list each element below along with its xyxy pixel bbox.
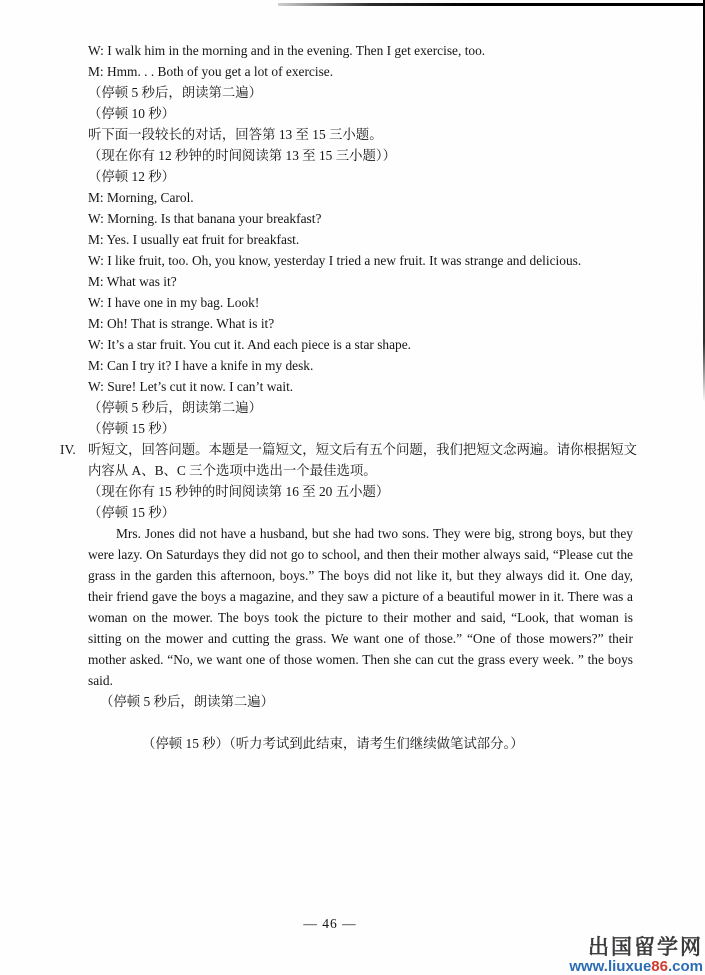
closing-note: （停顿 15 秒）（听力考试到此结束，请考生们继续做笔试部分。） bbox=[142, 736, 524, 751]
stage-direction: （停顿 12 秒） bbox=[88, 169, 176, 184]
watermark-url-prefix: www.liuxue bbox=[569, 958, 652, 975]
scan-artifact-top-line bbox=[278, 3, 705, 6]
transcript-line: M: What was it? bbox=[88, 274, 177, 289]
transcript-line: W: I walk him in the morning and in the evening. Then I get exercise, too. bbox=[88, 43, 486, 58]
stage-direction: （停顿 5 秒后，朗读第二遍） bbox=[88, 400, 263, 415]
stage-direction: （停顿 5 秒后，朗读第二遍） bbox=[88, 85, 263, 100]
section-iv-text-line1: 听短文，回答问题。本题是一篇短文，短文后有五个问题，我们把短文念两遍。请你根据短文 bbox=[88, 442, 638, 457]
transcript-line: M: Hmm. . . Both of you get a lot of exercise. bbox=[88, 64, 334, 79]
stage-direction: （现在你有 12 秒钟的时间阅读第 13 至 15 三小题）） bbox=[88, 148, 396, 163]
watermark-site-url bbox=[569, 959, 703, 974]
transcript-line: W: Sure! Let’s cut it now. I can’t wait. bbox=[88, 379, 294, 394]
repeat-note: （停顿 5 秒后，朗读第二遍） bbox=[100, 694, 275, 709]
listening-passage: Mrs. Jones did not have a husband, but she had two sons. They were big, strong boys, but they were lazy. On Saturdays they did not go to school, and then their mother always said, “Please cut the grass in the garden this afternoon, boys.” The boys did not like it, but they always did it. One day, their friend gave the boys a magazine, and they saw a picture of a beautiful mower in it. There was a woman on the mower. The boys took the picture to their mother and said, “Look, that woman is sitting on the mower and cutting the grass. We want one of those.” “One of those mowers?” their mother asked. “No, we want one of those women. Then she can cut the grass every week. ” the boys said. bbox=[88, 526, 633, 688]
reading-time-note: （现在你有 15 秒钟的时间阅读第 16 至 20 五小题） bbox=[88, 484, 390, 499]
transcript-line: W: Morning. Is that banana your breakfast? bbox=[88, 211, 322, 226]
stage-direction: （停顿 10 秒） bbox=[88, 106, 176, 121]
transcript-line: M: Morning, Carol. bbox=[88, 190, 194, 205]
section-iv-heading bbox=[60, 439, 638, 460]
section-iv-numeral: IV. bbox=[60, 442, 76, 457]
transcript-line: W: I have one in my bag. Look! bbox=[88, 295, 260, 310]
transcript-line: W: I like fruit, too. Oh, you know, yesterday I tried a new fruit. It was strange and delicious. bbox=[88, 253, 582, 268]
transcript-line: M: Can I try it? I have a knife in my desk. bbox=[88, 358, 314, 373]
watermark-site-name: 出国留学网 bbox=[588, 936, 703, 959]
transcript-content bbox=[60, 40, 638, 754]
watermark bbox=[569, 937, 703, 974]
stage-direction: （停顿 15 秒） bbox=[88, 421, 176, 436]
transcript-line: M: Yes. I usually eat fruit for breakfast. bbox=[88, 232, 300, 247]
section-iv-text-line2: 内容从 A、B、C 三个选项中选出一个最佳选项。 bbox=[88, 463, 377, 478]
page-number: — 46 — bbox=[303, 916, 357, 931]
watermark-url-suffix: .com bbox=[667, 958, 703, 975]
blank-line bbox=[88, 712, 633, 733]
instruction-line: 听下面一段较长的对话，回答第 13 至 15 三小题。 bbox=[88, 127, 383, 142]
transcript-line: W: It’s a star fruit. You cut it. And each piece is a star shape. bbox=[88, 337, 412, 352]
watermark-url-number: 86 bbox=[651, 958, 668, 975]
pause-note: （停顿 15 秒） bbox=[88, 505, 176, 520]
transcript-line: M: Oh! That is strange. What is it? bbox=[88, 316, 275, 331]
